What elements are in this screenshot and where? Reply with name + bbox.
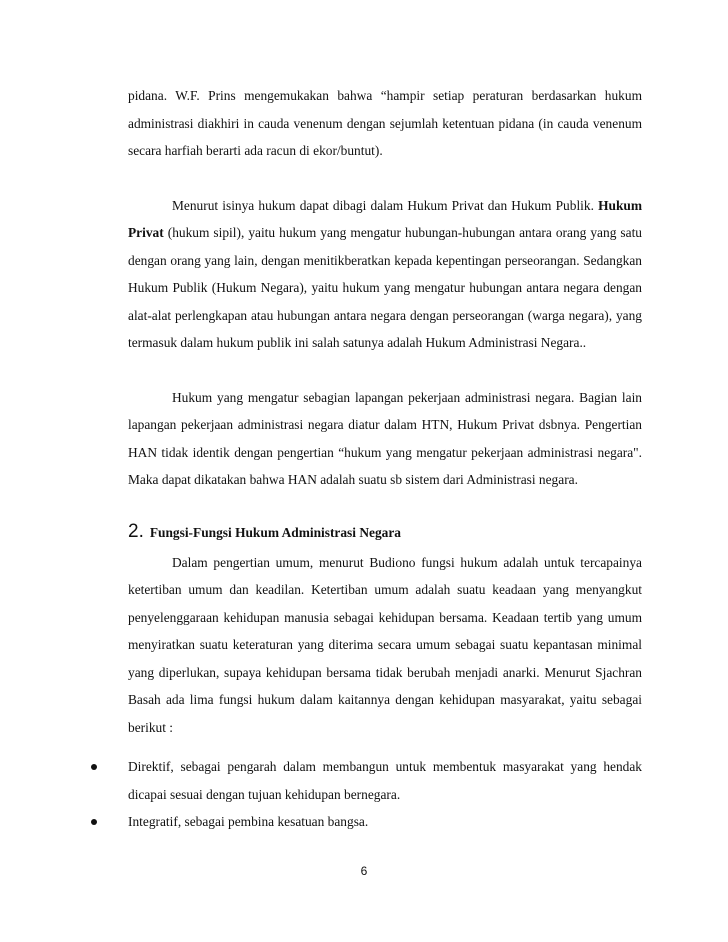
bullet-dot-icon [91, 764, 97, 770]
bold-term-hukum-privat: Hukum Privat [128, 197, 642, 240]
paragraph-3: Hukum yang mengatur sebagian lapangan pekerjaan administrasi negara. Bagian lain lapangan pekerjaan administrasi negara diatur dalam HTN, Hukum Privat dsbnya. Pengertian HAN tidak identik dengan pengertian “hukum yang mengatur pekerjaan administrasi negara". Maka dapat dikatakan bahwa HAN adalah suatu sb sistem dari Administrasi negara. [128, 389, 642, 487]
page-content [128, 82, 642, 836]
section-number: 2. [128, 520, 144, 542]
list-item [128, 753, 642, 808]
page-number: 6 [360, 864, 368, 878]
paragraph-2-intro: Menurut isinya hukum dapat dibagi dalam Hukum Privat dan Hukum Publik. [172, 197, 599, 213]
paragraph-gap [128, 165, 642, 192]
list-item [128, 808, 642, 836]
paragraph-2 [128, 192, 642, 357]
bullet-list [128, 753, 642, 836]
paragraph-1: pidana. W.F. Prins mengemukakan bahwa “hampir setiap peraturan berdasarkan hukum administrasi diakhiri in cauda venenum dengan sejumlah ketentuan pidana (in cauda venenum secara harfiah berarti ada racun di ekor/buntut). [128, 88, 642, 158]
section-title: Fungsi-Fungsi Hukum Administrasi Negara [149, 524, 401, 540]
list-item-text: Integratif, sebagai pembina kesatuan bangsa. [128, 814, 369, 829]
paragraph-2-rest: (hukum sipil), yaitu hukum yang mengatur hubungan-hubungan antara orang yang satu dengan orang yang lain, dengan menitikberatkan kepada kepentingan perseorangan. Sedangkan Hukum Publik (Hukum Negara), yaitu hukum yang mengatur hubungan antara negara dengan alat-alat perlengkapan atau hubungan antara negara dengan perseorangan (warga negara), yang termasuk dalam hukum publik ini salah satunya adalah Hukum Administrasi Negara.. [128, 225, 642, 350]
paragraph-gap [128, 494, 642, 514]
paragraph-gap [128, 357, 642, 384]
section-heading [128, 520, 642, 545]
bullet-dot-icon [91, 819, 97, 825]
list-item-text: Direktif, sebagai pengarah dalam membangun untuk membentuk masyarakat yang hendak dicapai sesuai dengan tujuan kehidupan bernegara. [128, 759, 642, 802]
paragraph-4: Dalam pengertian umum, menurut Budiono fungsi hukum adalah untuk tercapainya ketertiban umum dan keadilan. Ketertiban umum adalah suatu keadaan yang menyangkut penyelenggaraan kehidupan manusia sebagai kehidupan bersama. Keadaan tertib yang umum menyiratkan suatu keteraturan yang diterima secara umum sebagai suatu kepantasan minimal yang diperlukan, supaya kehidupan bersama tidak berubah menjadi anarki. Menurut Sjachran Basah ada lima fungsi hukum dalam kaitannya dengan kehidupan masyarakat, yaitu sebagai berikut : [128, 554, 642, 735]
